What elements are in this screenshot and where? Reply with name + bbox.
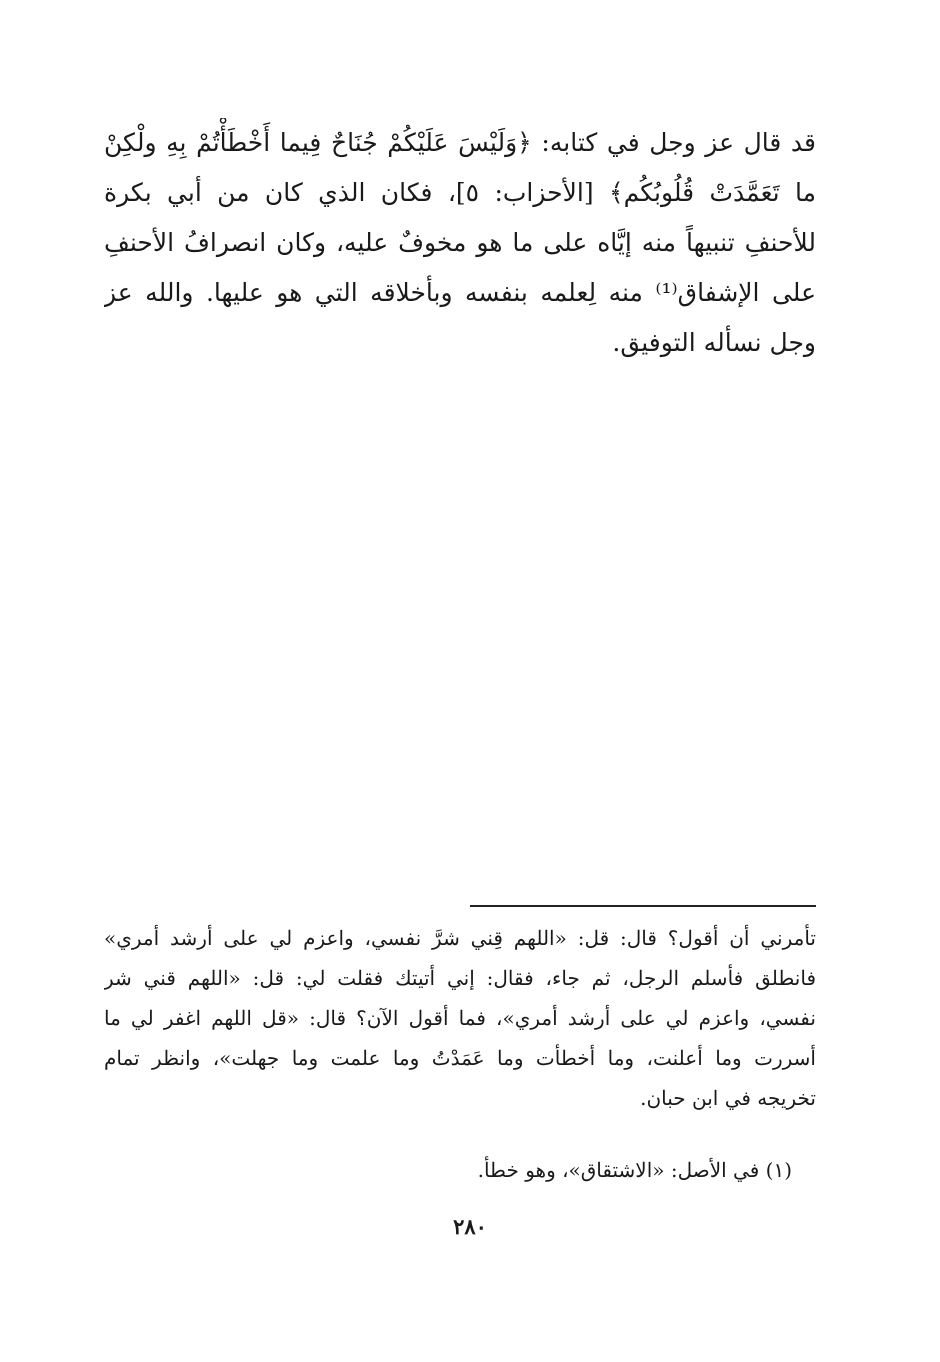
body-line-4: على الإشفاق⁽¹⁾ منه لِعلمه بنفسه وبأخلاقه التي هو عليها. والله عز [104, 278, 816, 307]
footnote-line-5: تخريجه في ابن حبان. [640, 1086, 816, 1110]
footnote-line-3: نفسي، واعزم لي على أرشد أمري»، فما أقول الآن؟ قال: «قل اللهم اغفر لي ما [104, 1006, 816, 1030]
main-body-text [104, 118, 816, 368]
body-line-5: وجل نسأله التوفيق. [612, 328, 816, 357]
footnote-line-1: تأمرني أن أقول؟ قال: قل: «اللهم قِني شرَّ نفسي، واعزم لي على أرشد أمري» [104, 926, 816, 950]
body-line-2: ما تَعَمَّدَتْ قُلُوبُكُم﴾ [الأحزاب: ٥]، فكان الذي كان من أبي بكرة [104, 178, 816, 207]
footnote-separator [470, 905, 816, 907]
body-line-1: قد قال عز وجل في كتابه: ﴿وَلَيْسَ عَلَيْكُمْ جُنَاحٌ فِيما أَخْطَأْتُمْ بِهِ ولْكِنْ [104, 128, 816, 157]
footnote-line-4: أسررت وما أعلنت، وما أخطأت وما عَمَدْتُ وما علمت وما جهلت»، وانظر تمام [104, 1046, 816, 1070]
page-number: ٢٨٠ [453, 1214, 487, 1239]
footnote-line-2: فانطلق فأسلم الرجل، ثم جاء، فقال: إني أتيتك فقلت لي: قل: «اللهم قني شر [104, 966, 816, 990]
footnote-continuation [104, 918, 816, 1118]
footnote-1: (١) في الأصل: «الاشتقاق»، وهو خطأ. [477, 1158, 792, 1182]
body-line-3: للأحنفِ تنبيهاً منه إيَّاه على ما هو مخوفٌ عليه، وكان انصرافُ الأحنفِ [104, 228, 816, 257]
